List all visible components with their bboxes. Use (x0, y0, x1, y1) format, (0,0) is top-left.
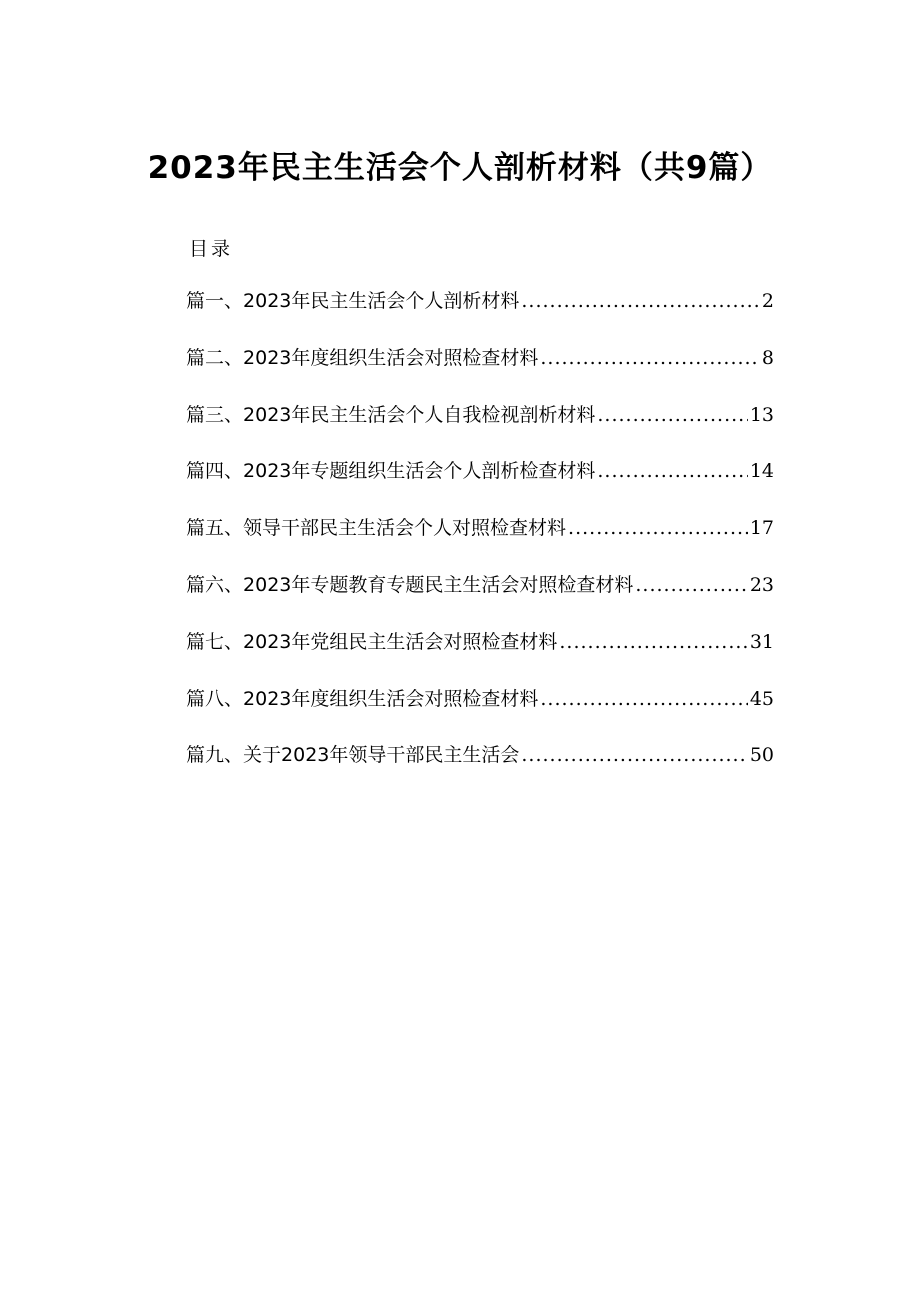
toc-entry-number: 篇三、 (186, 403, 244, 426)
toc-entry-number: 篇一、 (186, 290, 244, 312)
toc-entry-title: 2023年民主生活会个人剖析材料 (243, 290, 520, 312)
toc-entry-4[interactable] (186, 456, 774, 513)
toc-entry-page: 14 (749, 460, 774, 483)
toc-entry-8[interactable] (186, 684, 774, 741)
toc-entry-title: 2023年党组民主生活会对照检查材料 (243, 630, 558, 653)
toc-entry-3[interactable] (186, 400, 774, 457)
toc-entry-page: 50 (749, 744, 774, 767)
toc-entry-title: 领导干部民主生活会个人对照检查材料 (243, 517, 567, 540)
toc-entry-number: 篇七、 (186, 630, 244, 653)
table-of-contents (186, 286, 774, 797)
toc-entry-number: 篇六、 (186, 573, 244, 596)
toc-entry-number: 篇二、 (186, 346, 244, 369)
toc-dot-leader (597, 456, 747, 486)
toc-entry-title: 2023年度组织生活会对照检查材料 (243, 687, 539, 710)
toc-entry-number: 篇四、 (186, 460, 244, 483)
toc-entry-5[interactable] (186, 513, 774, 570)
document-title: 2023年民主生活会个人剖析材料（共9篇） (147, 150, 773, 186)
toc-entry-title: 2023年专题教育专题民主生活会对照检查材料 (243, 573, 634, 596)
toc-entry-title: 2023年民主生活会个人自我检视剖析材料 (243, 403, 596, 426)
toc-entry-page: 45 (749, 687, 774, 710)
toc-dot-leader (635, 570, 747, 600)
toc-entry-page: 17 (749, 517, 774, 540)
toc-entry-title: 2023年度组织生活会对照检查材料 (243, 346, 539, 369)
toc-dot-leader (540, 343, 760, 373)
toc-entry-page: 2 (761, 290, 774, 312)
toc-entry-title: 2023年专题组织生活会个人剖析检查材料 (243, 460, 596, 483)
toc-dot-leader (568, 513, 748, 543)
toc-entry-7[interactable] (186, 627, 774, 684)
toc-entry-page: 13 (749, 403, 774, 426)
toc-entry-number: 篇五、 (186, 517, 244, 540)
toc-entry-9[interactable] (186, 740, 774, 797)
toc-heading: 目录 (189, 238, 234, 260)
toc-entry-page: 23 (749, 573, 774, 596)
toc-entry-number: 篇八、 (186, 687, 244, 710)
toc-dot-leader (521, 286, 760, 316)
toc-entry-page: 8 (761, 346, 774, 369)
toc-entry-2[interactable] (186, 343, 774, 400)
toc-entry-number: 篇九、 (186, 744, 244, 767)
toc-dot-leader (559, 627, 747, 657)
toc-entry-1[interactable] (186, 286, 774, 343)
toc-entry-page: 31 (749, 630, 774, 653)
toc-entry-6[interactable] (186, 570, 774, 627)
toc-dot-leader (597, 400, 747, 430)
toc-entry-title: 关于2023年领导干部民主生活会 (243, 744, 520, 767)
toc-dot-leader (521, 740, 747, 770)
toc-dot-leader (540, 684, 747, 714)
